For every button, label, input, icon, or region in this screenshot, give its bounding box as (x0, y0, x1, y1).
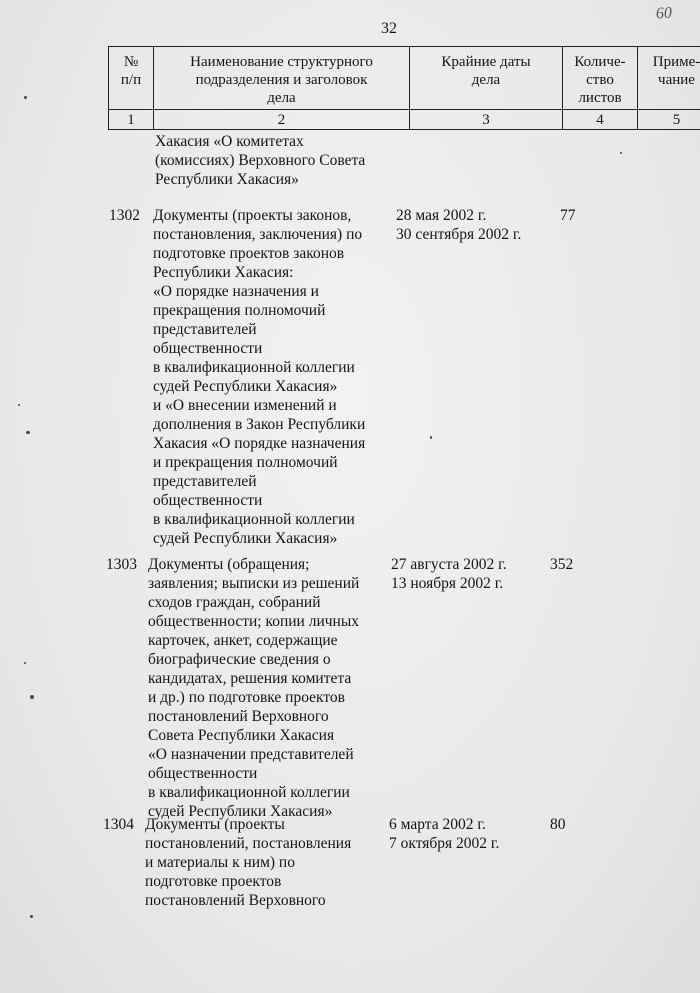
column-index: 3 (410, 110, 563, 130)
entry-sheet-count: 352 (550, 556, 574, 573)
scan-speck (620, 152, 622, 154)
entry-sheet-count: 77 (560, 207, 576, 224)
scan-speck (30, 695, 34, 699)
entry-title-line: Документы (обращения; (148, 556, 310, 573)
header-col-sheets (563, 47, 638, 110)
header-col-number (109, 47, 154, 110)
column-index: 1 (109, 110, 154, 130)
header-line: листов (578, 90, 622, 106)
header-col-dates (410, 47, 563, 110)
entry-date-line: 6 марта 2002 г. (389, 816, 486, 833)
entry-title-line: общественности (153, 340, 263, 357)
entry-title-line: в квалификационной коллегии (153, 359, 355, 376)
entry-title-line: и др.) по подготовке проектов (148, 689, 346, 706)
entry-title-line: и «О внесении изменений и (153, 397, 337, 414)
header-line: Приме- (652, 54, 700, 70)
entry-title-line: общественности (148, 765, 258, 782)
header-line: подразделения и заголовок (195, 72, 368, 88)
entry-title-line: постановления, заключения) по (153, 226, 363, 243)
entry-title-line: «О порядке назначения и (153, 283, 319, 300)
entry-title (155, 132, 395, 189)
entry-title-line: Совета Республики Хакасия (148, 727, 335, 744)
entry-title-line: постановлений Верховного (145, 892, 326, 909)
entry-number: 1304 (103, 816, 134, 833)
header-line: Количе- (574, 54, 626, 70)
column-index: 5 (638, 110, 700, 130)
entry-title-line: Республики Хакасия» (155, 171, 299, 188)
entry-title-line: постановлений, постановления (145, 835, 352, 852)
entry-title-line: «О назначении представителей (148, 746, 354, 763)
entry-title-line: представителей (153, 473, 257, 490)
header-col-note (638, 47, 700, 110)
entry-sheet-count: 80 (550, 816, 566, 833)
entry-title-line: постановлений Верховного (148, 708, 329, 725)
header-row (109, 47, 700, 110)
inventory-header-table (108, 46, 700, 130)
entry-title-line: судей Республики Хакасия» (148, 803, 333, 820)
entry-title-line: судей Республики Хакасия» (153, 530, 338, 547)
entry-dates (396, 206, 546, 244)
header-line: п/п (120, 72, 142, 88)
entry-title-line: общественности (153, 492, 263, 509)
scan-speck (430, 436, 432, 439)
entry-title-line: подготовке проектов (145, 873, 282, 890)
entry-title-line: представителей (153, 321, 257, 338)
entry-title-line: подготовке проектов законов (153, 245, 345, 262)
page-number: 32 (381, 20, 397, 37)
header-line: № (123, 54, 139, 70)
column-index: 4 (563, 110, 638, 130)
entry-title-line: прекращения полномочий (153, 302, 326, 319)
entry-title-line: в квалификационной коллегии (148, 784, 350, 801)
entry-title-line: и материалы к ним) по (145, 854, 295, 871)
entry-title-line: заявления; выписки из решений (148, 575, 360, 592)
entry-title-line: дополнения в Закон Республики (153, 416, 366, 433)
entry-title-line: Документы (проекты законов, (153, 207, 352, 224)
entry-title (153, 206, 393, 548)
column-index-row (109, 110, 700, 130)
entry-title-line: сходов граждан, собраний (148, 594, 321, 611)
scan-speck (24, 662, 26, 664)
scan-speck (26, 431, 30, 434)
entry-title-line: Документы (проекты (145, 816, 285, 833)
entry-title-line: Хакасия «О комитетах (155, 133, 304, 150)
header-line: Крайние даты (441, 54, 531, 70)
entry-date-line: 28 мая 2002 г. (396, 207, 487, 224)
entry-date-line: 30 сентября 2002 г. (396, 226, 522, 243)
header-line: чание (658, 72, 695, 88)
archive-sheet-mark: 60 (655, 4, 673, 23)
entry-date-line: 7 октября 2002 г. (389, 835, 500, 852)
entry-date-line: 27 августа 2002 г. (391, 556, 507, 573)
entry-date-line: 13 ноября 2002 г. (391, 575, 504, 592)
scan-speck (18, 404, 20, 406)
entry-title (148, 555, 388, 821)
entry-number: 1302 (109, 207, 140, 224)
entry-title-line: карточек, анкет, содержащие (148, 632, 338, 649)
entry-title-line: (комиссиях) Верховного Совета (155, 152, 366, 169)
header-line: дела (471, 72, 501, 88)
entry-dates (391, 555, 541, 593)
entry-title-line: кандидатах, решения комитета (148, 670, 352, 687)
entry-title-line: общественности; копии личных (148, 613, 359, 630)
entry-title-line: в квалификационной коллегии (153, 511, 355, 528)
entry-title-line: судей Республики Хакасия» (153, 378, 338, 395)
entry-dates (389, 815, 539, 853)
column-index: 2 (154, 110, 410, 130)
entry-title (145, 815, 385, 910)
entry-title-line: Республики Хакасия: (153, 264, 294, 281)
entry-title-line: и прекращения полномочий (153, 454, 338, 471)
entry-number: 1303 (106, 556, 137, 573)
header-line: Наименование структурного (190, 54, 373, 70)
header-line: дела (267, 90, 296, 106)
entry-title-line: биографические сведения о (148, 651, 331, 668)
header-col-name (154, 47, 410, 110)
entry-title-line: Хакасия «О порядке назначения (153, 435, 366, 452)
scan-speck (24, 96, 27, 99)
header-line: ство (586, 72, 614, 88)
scan-speck (30, 915, 33, 918)
